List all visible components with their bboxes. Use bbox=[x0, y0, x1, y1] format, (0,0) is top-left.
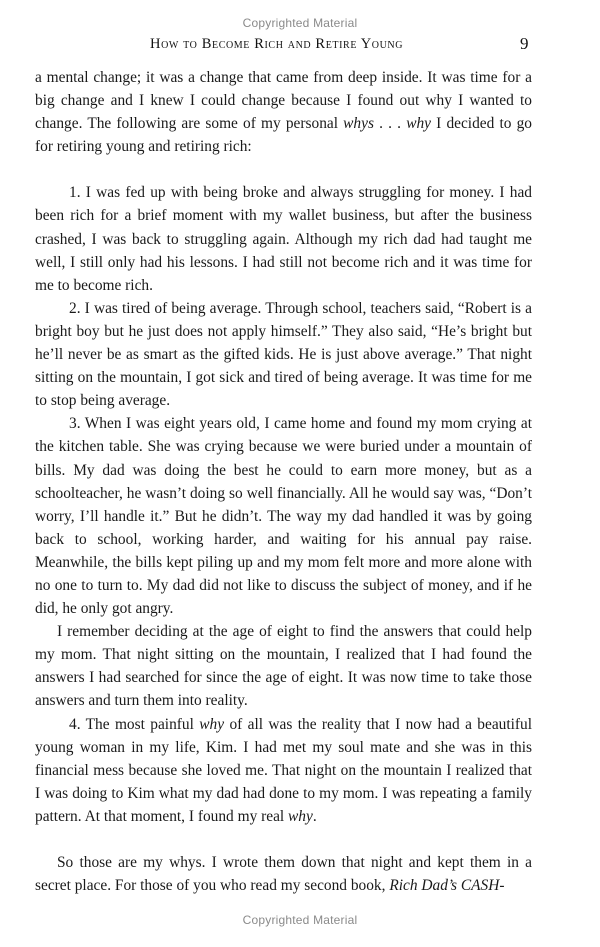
paragraph-closing: So those are my whys. I wrote them down that night and kept them in a secret place. For those of you who read my second book, Rich Dad’s CASH- bbox=[35, 854, 532, 895]
copyright-watermark-top: Copyrighted Material bbox=[242, 16, 358, 30]
paragraph-reason-3: 3. When I was eight years old, I came home and found my mom crying at the kitchen table. She was crying because we were buried under a mountain of bills. My dad was doing the best he could to earn more money, but as a schoolteacher, he wasn’t doing so well financially. All he would say was, “Don’t worry, I’ll handle it.” But he didn’t. The way my dad handled it was by going back to school, working harder, and waiting for his annual pay raise. Meanwhile, the bills kept piling up and my mom felt more and more alone with no one to turn to. My dad did not like to discuss the subject of money, and if he did, he only got angry. bbox=[35, 415, 532, 618]
paragraph-reason-1: 1. I was fed up with being broke and always struggling for money. I had been rich for a brief moment with my wallet business, but after the business crashed, I was back to struggling again. Although my rich dad had taught me well, I still only had his lessons. I had still not become rich and it was time for me to become rich. bbox=[35, 184, 532, 294]
paragraph-reason-4: 4. The most painful why of all was the reality that I now had a beautiful young woman in my life, Kim. I had met my soul mate and she was in this financial mess because she loved me. That night on the mountain I realized that I was doing to Kim what my dad had done to my mom. I was repeating a family pattern. At that moment, I found my real why. bbox=[35, 715, 533, 825]
paragraph-reason-2: 2. I was tired of being average. Through school, teachers said, “Robert is a bright boy but he just does not apply himself.” They also said, “He’s bright but he’ll never be as smart as the gifted kids. He is just above average.” That night sitting on the mountain, I got sick and tired of being average. It was time for me to stop being average. bbox=[35, 299, 532, 410]
copyright-watermark-bottom: Copyrighted Material bbox=[242, 913, 358, 927]
paragraph-remember: I remember deciding at the age of eight to find the answers that could help my mom. That night sitting on the mountain, I realized that I had found the answers I had searched for since the age of eight. It was now time to take those answers and turn them into reality. bbox=[35, 623, 532, 710]
running-head: How to Become Rich and Retire Young bbox=[150, 36, 404, 52]
paragraph-intro: a mental change; it was a change that came from deep inside. It was time for a big change and I knew I could change because I found out why I wanted to change. The following are some of my personal whys . . . why I decided to go for retiring young and retiring rich: bbox=[35, 69, 532, 156]
body-text bbox=[35, 66, 532, 897]
page-number: 9 bbox=[520, 34, 529, 53]
